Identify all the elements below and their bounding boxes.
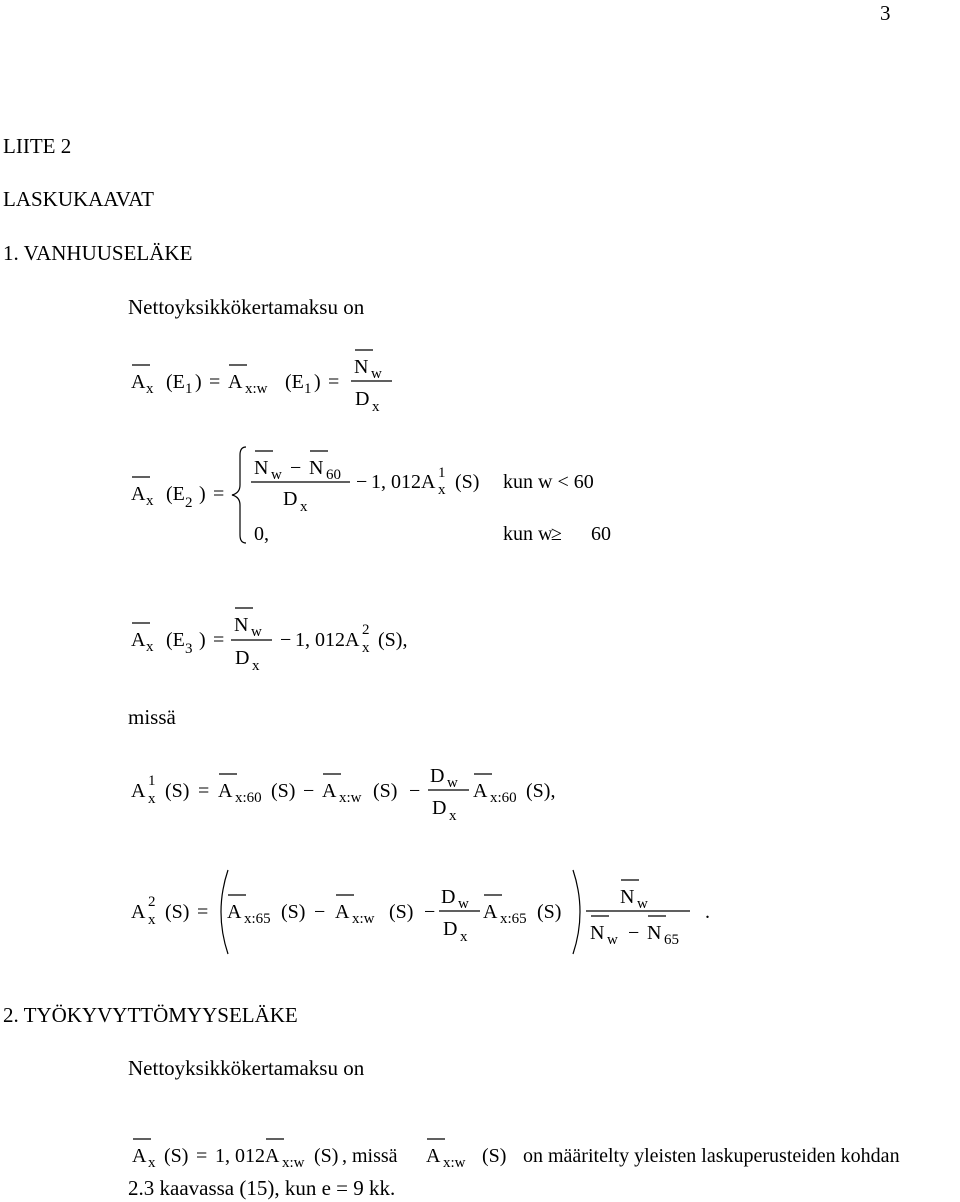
svg-text:(S): (S) bbox=[271, 780, 296, 802]
svg-text:1: 1 bbox=[304, 381, 312, 397]
svg-text:A: A bbox=[131, 901, 146, 923]
svg-text:D: D bbox=[283, 488, 298, 510]
svg-text:A: A bbox=[473, 780, 488, 802]
svg-text:A: A bbox=[131, 371, 146, 393]
intro-text-1: Nettoyksikkökertamaksu on bbox=[128, 295, 365, 319]
svg-text:D: D bbox=[443, 918, 458, 940]
svg-text:x: x bbox=[148, 912, 156, 928]
svg-text:A: A bbox=[335, 901, 350, 923]
svg-text:w: w bbox=[458, 896, 469, 912]
svg-text:D: D bbox=[430, 765, 445, 787]
svg-text:=: = bbox=[196, 1145, 208, 1167]
svg-text:(S): (S) bbox=[482, 1145, 507, 1167]
svg-text:): ) bbox=[199, 629, 206, 651]
svg-text:D: D bbox=[235, 647, 250, 669]
svg-text:w: w bbox=[447, 775, 458, 791]
svg-text:kun w < 60: kun w < 60 bbox=[503, 471, 594, 493]
svg-text:x:65: x:65 bbox=[500, 911, 527, 927]
svg-text:D: D bbox=[355, 388, 370, 410]
svg-text:x:60: x:60 bbox=[235, 790, 262, 806]
svg-text:(S): (S) bbox=[281, 901, 306, 923]
svg-text:(S): (S) bbox=[165, 780, 190, 802]
svg-text:=: = bbox=[197, 901, 209, 923]
svg-text:x:w: x:w bbox=[282, 1155, 305, 1171]
svg-text:2: 2 bbox=[185, 495, 193, 511]
bottom-text-line2: 2.3 kaavassa (15), kun e = 9 kk. bbox=[128, 1176, 396, 1200]
svg-text:x:w: x:w bbox=[443, 1155, 466, 1171]
svg-text:(S): (S) bbox=[389, 901, 414, 923]
svg-text:): ) bbox=[199, 483, 206, 505]
svg-text:x: x bbox=[148, 1155, 156, 1171]
svg-text:x: x bbox=[438, 482, 446, 498]
svg-text:(S): (S) bbox=[314, 1145, 339, 1167]
svg-text:−: − bbox=[280, 629, 292, 651]
svg-text:x:60: x:60 bbox=[490, 790, 517, 806]
svg-text:): ) bbox=[195, 371, 202, 393]
svg-text:D: D bbox=[432, 797, 447, 819]
svg-text:=: = bbox=[198, 780, 210, 802]
svg-text:kun w: kun w bbox=[503, 523, 553, 545]
svg-text:N: N bbox=[620, 886, 635, 908]
svg-text:(S): (S) bbox=[165, 901, 190, 923]
svg-text:D: D bbox=[441, 886, 456, 908]
svg-text:): ) bbox=[314, 371, 321, 393]
svg-text:3: 3 bbox=[185, 641, 193, 657]
svg-text:=: = bbox=[213, 483, 225, 505]
svg-text:x: x bbox=[146, 381, 154, 397]
svg-text:x: x bbox=[146, 493, 154, 509]
svg-text:A: A bbox=[131, 629, 146, 651]
svg-text:−: − bbox=[356, 471, 368, 493]
svg-text:x:w: x:w bbox=[339, 790, 362, 806]
svg-text:N: N bbox=[234, 614, 249, 636]
svg-text:(S),: (S), bbox=[378, 629, 408, 651]
svg-text:A: A bbox=[421, 471, 436, 493]
svg-text:w: w bbox=[271, 467, 282, 483]
svg-text:−: − bbox=[424, 901, 436, 923]
svg-text:x: x bbox=[146, 639, 154, 655]
svg-text:(S),: (S), bbox=[526, 780, 556, 802]
svg-text:−: − bbox=[409, 780, 421, 802]
svg-text:−: − bbox=[290, 457, 302, 479]
svg-text:=: = bbox=[209, 371, 221, 393]
svg-text:65: 65 bbox=[664, 932, 679, 948]
svg-text:60: 60 bbox=[591, 523, 611, 545]
svg-text:−: − bbox=[628, 922, 640, 944]
svg-text:A: A bbox=[426, 1145, 441, 1167]
svg-text:=: = bbox=[213, 629, 225, 651]
appendix-title: LIITE 2 bbox=[3, 134, 72, 158]
svg-text:2: 2 bbox=[362, 622, 370, 638]
svg-text:N: N bbox=[590, 922, 605, 944]
svg-text:A: A bbox=[131, 780, 146, 802]
svg-text:A: A bbox=[228, 371, 243, 393]
svg-text:N: N bbox=[309, 457, 324, 479]
svg-text:−: − bbox=[303, 780, 315, 802]
section-heading-2: 2. TYÖKYVYTTÖMYYSELÄKE bbox=[3, 1003, 298, 1027]
svg-text:A: A bbox=[132, 1145, 147, 1167]
svg-text:1, 012: 1, 012 bbox=[215, 1145, 265, 1167]
svg-text:N: N bbox=[254, 457, 269, 479]
svg-text:(S): (S) bbox=[373, 780, 398, 802]
svg-text:(E: (E bbox=[166, 629, 185, 651]
svg-text:(S): (S) bbox=[537, 901, 562, 923]
intro-text-2: Nettoyksikkökertamaksu on bbox=[128, 1056, 365, 1080]
svg-text:1, 012: 1, 012 bbox=[371, 471, 421, 493]
svg-text:x: x bbox=[460, 929, 468, 945]
svg-text:2: 2 bbox=[148, 894, 156, 910]
document-title: LASKUKAAVAT bbox=[3, 187, 154, 211]
svg-text:on määritelty yleisten laskupe: on määritelty yleisten laskuperusteiden kohdan bbox=[523, 1145, 900, 1167]
svg-text:A: A bbox=[345, 629, 360, 651]
svg-text:w: w bbox=[637, 896, 648, 912]
svg-text:A: A bbox=[131, 483, 146, 505]
svg-text:1: 1 bbox=[438, 465, 446, 481]
svg-text:(E: (E bbox=[166, 371, 185, 393]
svg-text:A: A bbox=[218, 780, 233, 802]
svg-text:≥: ≥ bbox=[551, 523, 562, 545]
svg-text:=: = bbox=[328, 371, 340, 393]
svg-text:w: w bbox=[251, 624, 262, 640]
svg-text:1: 1 bbox=[185, 381, 193, 397]
svg-text:(S): (S) bbox=[455, 471, 480, 493]
svg-text:1, 012: 1, 012 bbox=[295, 629, 345, 651]
svg-text:x: x bbox=[362, 640, 370, 656]
svg-text:x: x bbox=[148, 791, 156, 807]
svg-text:, missä: , missä bbox=[342, 1145, 398, 1167]
svg-text:.: . bbox=[705, 901, 710, 923]
svg-text:x: x bbox=[252, 658, 260, 674]
svg-text:N: N bbox=[647, 922, 662, 944]
svg-text:x:65: x:65 bbox=[244, 911, 271, 927]
svg-text:N: N bbox=[354, 356, 369, 378]
svg-text:A: A bbox=[265, 1145, 280, 1167]
svg-text:(E: (E bbox=[166, 483, 185, 505]
svg-text:(S): (S) bbox=[164, 1145, 189, 1167]
section-heading-1: 1. VANHUUSELÄKE bbox=[3, 241, 193, 265]
page-number: 3 bbox=[880, 1, 891, 25]
svg-text:w: w bbox=[607, 932, 618, 948]
missa-text: missä bbox=[128, 705, 176, 729]
svg-text:w: w bbox=[371, 366, 382, 382]
svg-text:0,: 0, bbox=[254, 523, 269, 545]
svg-text:(E: (E bbox=[285, 371, 304, 393]
svg-text:1: 1 bbox=[148, 773, 156, 789]
svg-text:x: x bbox=[372, 399, 380, 415]
svg-text:x: x bbox=[449, 808, 457, 824]
svg-text:A: A bbox=[483, 901, 498, 923]
svg-text:60: 60 bbox=[326, 467, 341, 483]
svg-text:x: x bbox=[300, 499, 308, 515]
svg-text:−: − bbox=[314, 901, 326, 923]
svg-text:x:w: x:w bbox=[245, 381, 268, 397]
svg-text:A: A bbox=[322, 780, 337, 802]
svg-text:A: A bbox=[227, 901, 242, 923]
svg-text:x:w: x:w bbox=[352, 911, 375, 927]
